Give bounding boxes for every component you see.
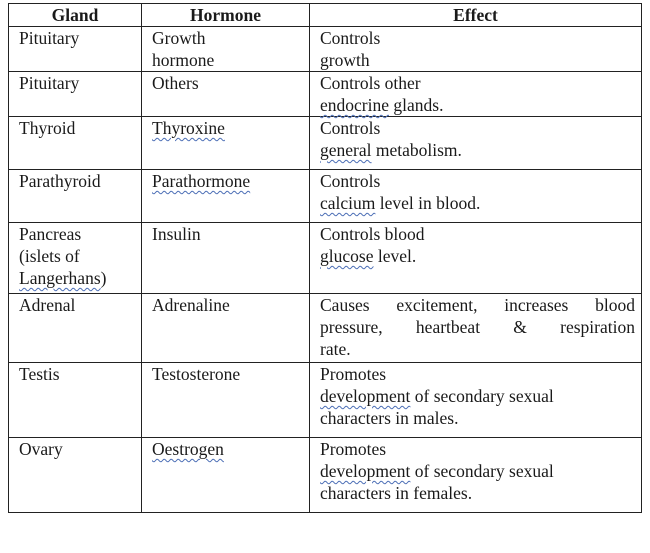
spellcheck-underlined-word: endocrine — [320, 95, 389, 115]
header-gland: Gland — [9, 4, 142, 27]
effect-text: Controls — [320, 171, 381, 191]
hormone-cell — [142, 170, 310, 223]
effect-text: Promotes — [320, 364, 387, 384]
spellcheck-underlined-word: development — [320, 461, 411, 481]
gland-cell — [9, 363, 142, 438]
gland-text: Pituitary — [19, 28, 80, 48]
header-effect: Effect — [310, 4, 642, 27]
spellcheck-underlined-word: Langerhans — [19, 268, 101, 288]
hormone-text-line — [152, 438, 309, 460]
effect-text: level. — [373, 246, 417, 266]
effect-cell — [310, 438, 642, 513]
hormone-text: Growth — [152, 28, 206, 48]
effect-cell — [310, 223, 642, 294]
gland-text: Adrenal — [19, 295, 76, 315]
gland-cell — [9, 27, 142, 72]
gland-text: Ovary — [19, 439, 63, 459]
header-hormone: Hormone — [142, 4, 310, 27]
gland-text: Parathyroid — [19, 171, 101, 191]
effect-text-line — [320, 245, 641, 267]
gland-text: Thyroid — [19, 118, 76, 138]
gland-text: (islets of — [19, 246, 80, 266]
effect-cell — [310, 117, 642, 170]
effect-text-line — [320, 460, 641, 482]
table-row — [9, 294, 642, 363]
effect-text-line — [320, 192, 641, 214]
gland-cell — [9, 72, 142, 117]
gland-cell — [9, 438, 142, 513]
gland-hormone-table — [8, 3, 642, 513]
effect-text: Controls other — [320, 73, 421, 93]
effect-text: glands. — [389, 95, 444, 115]
effect-text: Controls — [320, 28, 381, 48]
effect-text: metabolism. — [371, 140, 462, 160]
hormone-text: hormone — [152, 50, 215, 70]
effect-text: Controls — [320, 118, 381, 138]
hormone-cell — [142, 223, 310, 294]
effect-text-line — [320, 385, 641, 407]
gland-text: ) — [100, 268, 107, 288]
effect-text-line — [320, 139, 641, 161]
effect-text: Causes excitement, increases blood — [320, 295, 635, 315]
table-row — [9, 27, 642, 72]
hormone-text: Others — [152, 73, 199, 93]
hormone-text: Insulin — [152, 224, 201, 244]
hormone-cell — [142, 294, 310, 363]
table-row — [9, 363, 642, 438]
effect-text: of secondary sexual — [410, 386, 554, 406]
gland-text: Testis — [19, 364, 60, 384]
gland-cell — [9, 170, 142, 223]
gland-text: Pancreas — [19, 224, 82, 244]
effect-text: Controls blood — [320, 224, 425, 244]
effect-text: characters in females. — [320, 483, 473, 503]
table-row — [9, 72, 642, 117]
table-row — [9, 438, 642, 513]
effect-text: growth — [320, 50, 370, 70]
effect-cell — [310, 170, 642, 223]
gland-text: Pituitary — [19, 73, 80, 93]
hormone-text-line — [152, 170, 309, 192]
spellcheck-underlined-word: development — [320, 386, 411, 406]
gland-cell — [9, 294, 142, 363]
hormone-cell — [142, 117, 310, 170]
table-row — [9, 223, 642, 294]
spellcheck-underlined-word: calcium — [320, 193, 376, 213]
header-row — [9, 4, 642, 27]
gland-text-line — [19, 267, 141, 289]
hormone-cell — [142, 438, 310, 513]
hormone-text: Testosterone — [152, 364, 241, 384]
spellcheck-underlined-word: glucose — [320, 246, 374, 266]
spellcheck-underlined-word: general — [320, 140, 372, 160]
effect-cell — [310, 294, 642, 363]
effect-text: of secondary sexual — [410, 461, 554, 481]
hormone-cell — [142, 363, 310, 438]
effect-text: characters in males. — [320, 408, 459, 428]
effect-text: level in blood. — [375, 193, 481, 213]
effect-cell — [310, 27, 642, 72]
table-row — [9, 117, 642, 170]
spellcheck-underlined-word: Thyroxine — [152, 118, 225, 138]
hormone-cell — [142, 72, 310, 117]
table-row — [9, 170, 642, 223]
effect-text-line — [320, 94, 641, 116]
effect-text: rate. — [320, 339, 351, 359]
effect-cell — [310, 363, 642, 438]
effect-text: Promotes — [320, 439, 387, 459]
spellcheck-underlined-word: Parathormone — [152, 171, 251, 191]
spellcheck-underlined-word: Oestrogen — [152, 439, 224, 459]
hormone-text-line — [152, 117, 309, 139]
gland-cell — [9, 223, 142, 294]
effect-cell — [310, 72, 642, 117]
hormone-cell — [142, 27, 310, 72]
effect-text: pressure, heartbeat & respiration — [320, 317, 635, 337]
gland-cell — [9, 117, 142, 170]
hormone-text: Adrenaline — [152, 295, 230, 315]
